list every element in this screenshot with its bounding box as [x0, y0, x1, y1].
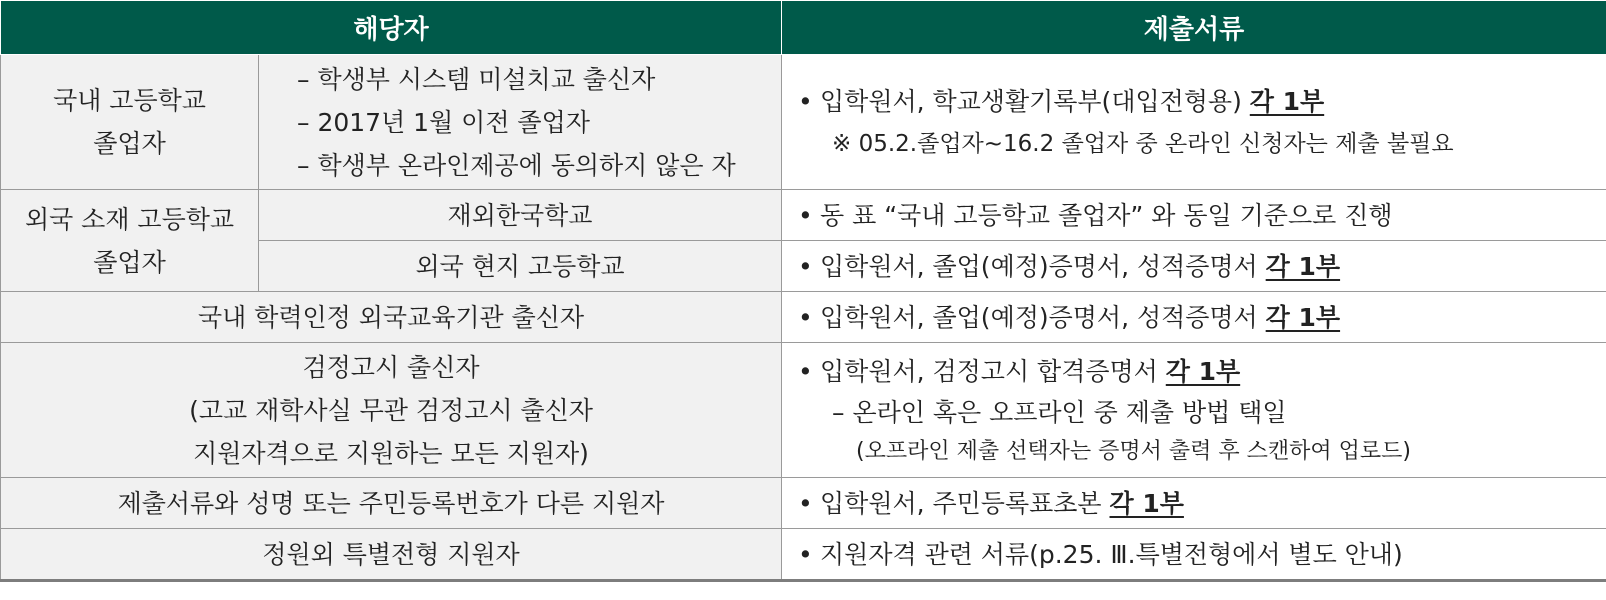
doc-text: 입학원서, 졸업(예정)증명서, 성적증명서: [820, 251, 1258, 281]
doc-bullet: [798, 533, 1606, 576]
list-item: – 학생부 온라인제공에 동의하지 않은 자: [297, 150, 736, 180]
group-label-line: 졸업자: [93, 247, 166, 277]
cell-domestic-items: [259, 55, 782, 190]
doc-emphasis: 각 1부: [1109, 488, 1184, 518]
cell-domestic-group: [1, 55, 259, 190]
doc-emphasis: 각 1부: [1265, 302, 1341, 332]
cell-special-label: 정원외 특별전형 지원자: [1, 529, 782, 581]
table-row: [1, 529, 1606, 581]
doc-subnote: (오프라인 제출 선택자는 증명서 출력 후 스캔하여 업로드): [856, 438, 1411, 464]
cell-namediff-label: 제출서류와 성명 또는 주민등록번호가 다른 지원자: [1, 478, 782, 529]
list-item: – 학생부 시스템 미설치교 출신자: [297, 64, 656, 94]
doc-subitem: – 온라인 혹은 오프라인 중 제출 방법 택일: [832, 397, 1287, 427]
doc-text: 지원자격 관련 서류(p.25. Ⅲ.특별전형에서 별도 안내): [820, 539, 1403, 569]
doc-emphasis: 각 1부: [1249, 86, 1325, 116]
header-applicant: 해당자: [1, 1, 782, 55]
ged-label-line: 지원자격으로 지원하는 모든 지원자): [193, 438, 589, 468]
doc-text: 입학원서, 학교생활기록부(대입전형용): [820, 86, 1242, 116]
doc-text: 동 표 “국내 고등학교 졸업자” 와 동일 기준으로 진행: [820, 200, 1393, 230]
cell-foreign-group: [1, 190, 259, 292]
ged-label-line: 검정고시 출신자: [302, 352, 480, 382]
cell-foreign-doc2: [782, 241, 1606, 292]
doc-note: ※ 05.2.졸업자~16.2 졸업자 중 온라인 신청자는 제출 불필요: [832, 130, 1454, 157]
table-row: [1, 190, 1606, 241]
cell-ged-doc: [782, 343, 1606, 478]
doc-text: 입학원서, 주민등록표초본: [820, 488, 1102, 518]
doc-emphasis: 각 1부: [1265, 251, 1341, 281]
cell-namediff-doc: [782, 478, 1606, 529]
group-label-line: 졸업자: [93, 129, 166, 158]
cell-accredited-label: 국내 학력인정 외국교육기관 출신자: [1, 292, 782, 343]
doc-bullet: [798, 296, 1606, 339]
header-documents: 제출서류: [782, 1, 1606, 55]
doc-bullet: [798, 482, 1606, 525]
ged-label-line: (고교 재학사실 무관 검정고시 출신자: [189, 395, 593, 425]
table-header-row: [1, 1, 1606, 55]
list-item: – 2017년 1월 이전 졸업자: [297, 107, 590, 137]
table-row: [1, 478, 1606, 529]
table-row: [1, 292, 1606, 343]
doc-bullet: [798, 245, 1606, 288]
group-label-line: 국내 고등학교: [53, 86, 206, 115]
group-label-line: 외국 소재 고등학교: [24, 204, 235, 234]
cell-domestic-docs: [782, 55, 1606, 190]
doc-text: 입학원서, 검정고시 합격증명서: [820, 356, 1158, 386]
table-row: [1, 55, 1606, 190]
table-row: [1, 343, 1606, 478]
doc-bullet: [798, 80, 1606, 123]
doc-bullet: [798, 194, 1606, 237]
cell-foreign-sub1: 재외한국학교: [259, 190, 782, 241]
doc-bullet: [798, 350, 1606, 393]
cell-accredited-doc: [782, 292, 1606, 343]
cell-ged-label: [1, 343, 782, 478]
cell-foreign-doc1: [782, 190, 1606, 241]
cell-special-doc: [782, 529, 1606, 581]
cell-foreign-sub2: 외국 현지 고등학교: [259, 241, 782, 292]
doc-text: 입학원서, 졸업(예정)증명서, 성적증명서: [820, 302, 1258, 332]
doc-emphasis: 각 1부: [1165, 356, 1241, 386]
